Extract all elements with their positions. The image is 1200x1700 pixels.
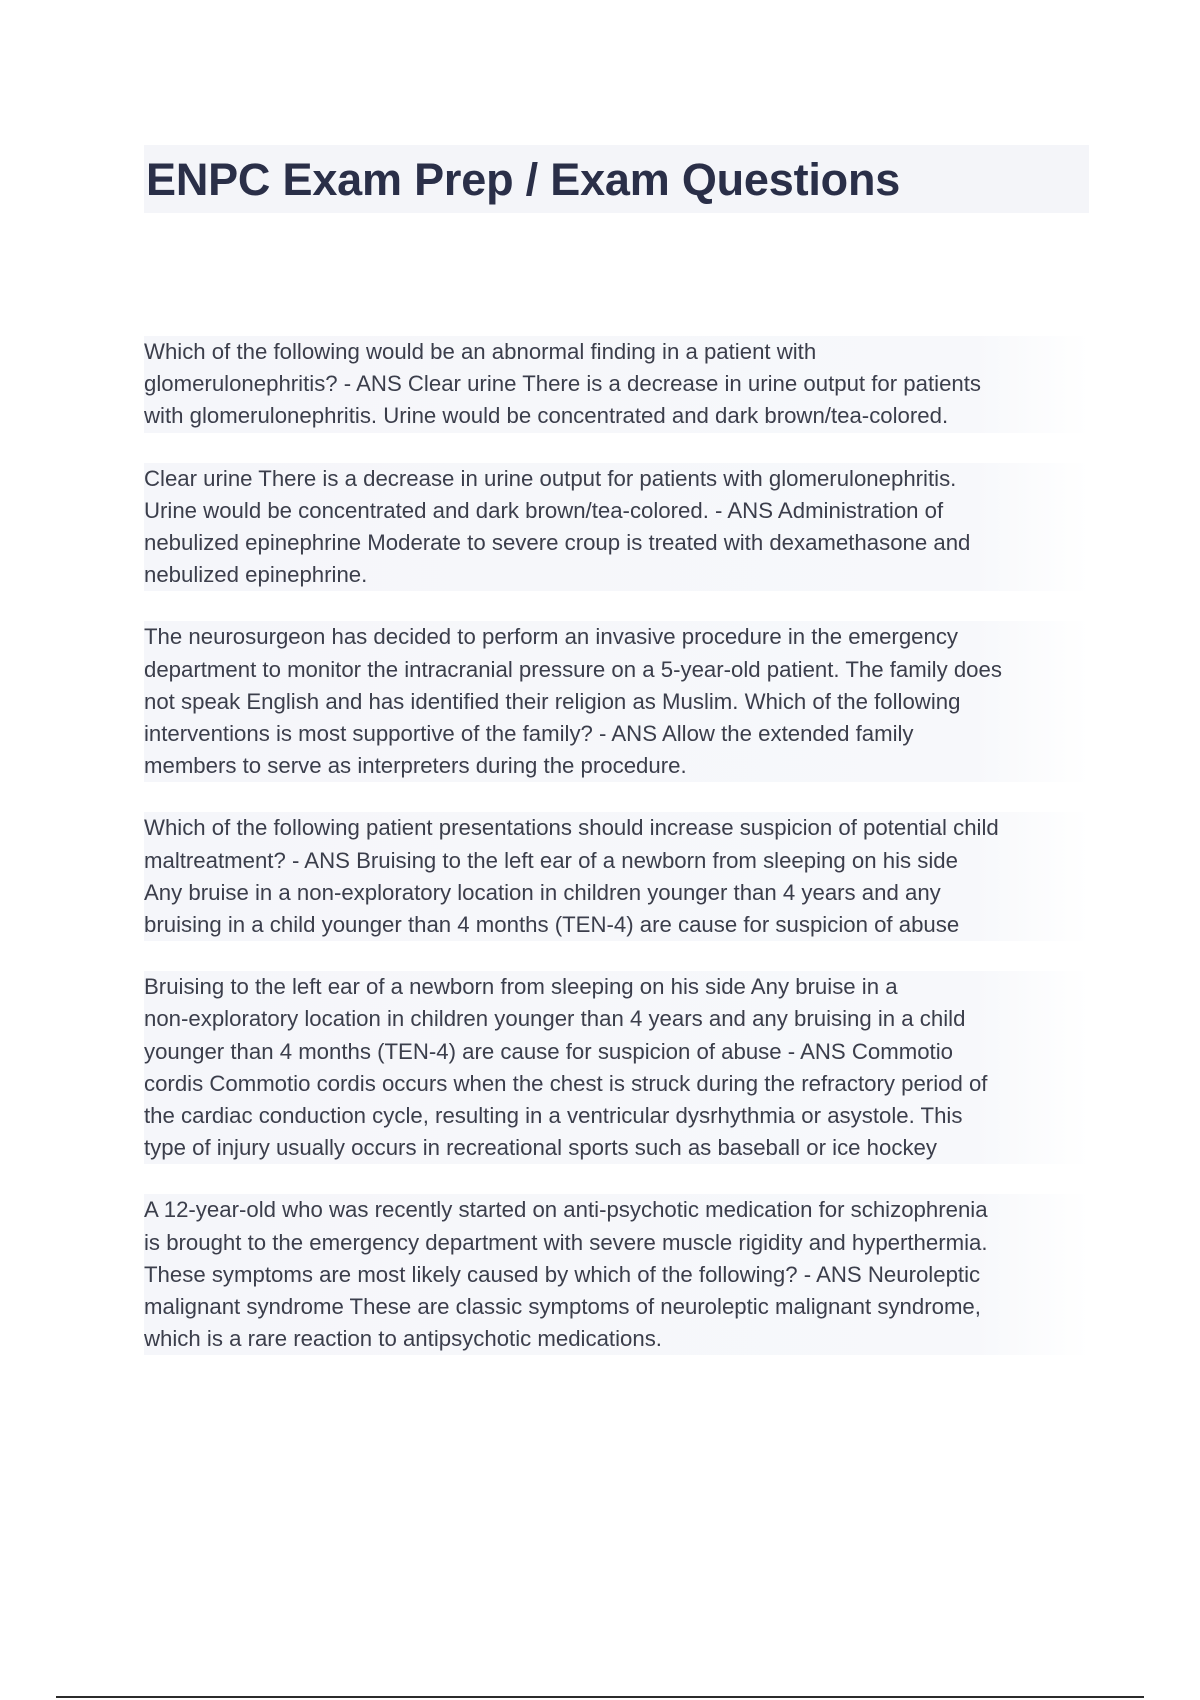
question-answer-6: A 12-year-old who was recently started on anti-psychotic medication for schizophrenia is brought to the emergency department with severe muscle rigidity and hyperthermia. These symptoms are most likely caused by which of the following? - ANS Neuroleptic malignant syndrome These are classic symptoms of neuroleptic malignant syndrome, which is a rare reaction to antipsychotic medications. <box>144 1194 1089 1355</box>
question-answer-1: Which of the following would be an abnormal finding in a patient with glomerulonephritis? - ANS Clear urine There is a decrease in urine output for patients with glomerulonephritis. Urine would be concentrated and dark brown/tea-colored. <box>144 336 1089 433</box>
footer-divider <box>56 1696 1144 1698</box>
question-answer-4: Which of the following patient presentations should increase suspicion of potential child maltreatment? - ANS Bruising to the left ear of a newborn from sleeping on his side Any bruise in a non-exploratory location in children younger than 4 years and any bruising in a child younger than 4 months (TEN-4) are cause for suspicion of abuse <box>144 812 1089 941</box>
question-list <box>144 336 1089 1385</box>
question-answer-2: Clear urine There is a decrease in urine output for patients with glomerulonephritis. Urine would be concentrated and dark brown/tea-colored. - ANS Administration of nebulized epinephrine Moderate to severe croup is treated with dexamethasone and nebulized epinephrine. <box>144 463 1089 592</box>
title-banner <box>144 145 1089 213</box>
question-answer-5: Bruising to the left ear of a newborn from sleeping on his side Any bruise in a non-exploratory location in children younger than 4 years and any bruising in a child younger than 4 months (TEN-4) are cause for suspicion of abuse - ANS Commotio cordis Commotio cordis occurs when the chest is struck during the refractory period of the cardiac conduction cycle, resulting in a ventricular dysrhythmia or asystole. This type of injury usually occurs in recreational sports such as baseball or ice hockey <box>144 971 1089 1164</box>
page-title: ENPC Exam Prep / Exam Questions <box>146 153 901 205</box>
question-answer-3: The neurosurgeon has decided to perform an invasive procedure in the emergency department to monitor the intracranial pressure on a 5-year-old patient. The family does not speak English and has identified their religion as Muslim. Which of the following interventions is most supportive of the family? - ANS Allow the extended family members to serve as interpreters during the procedure. <box>144 621 1089 782</box>
